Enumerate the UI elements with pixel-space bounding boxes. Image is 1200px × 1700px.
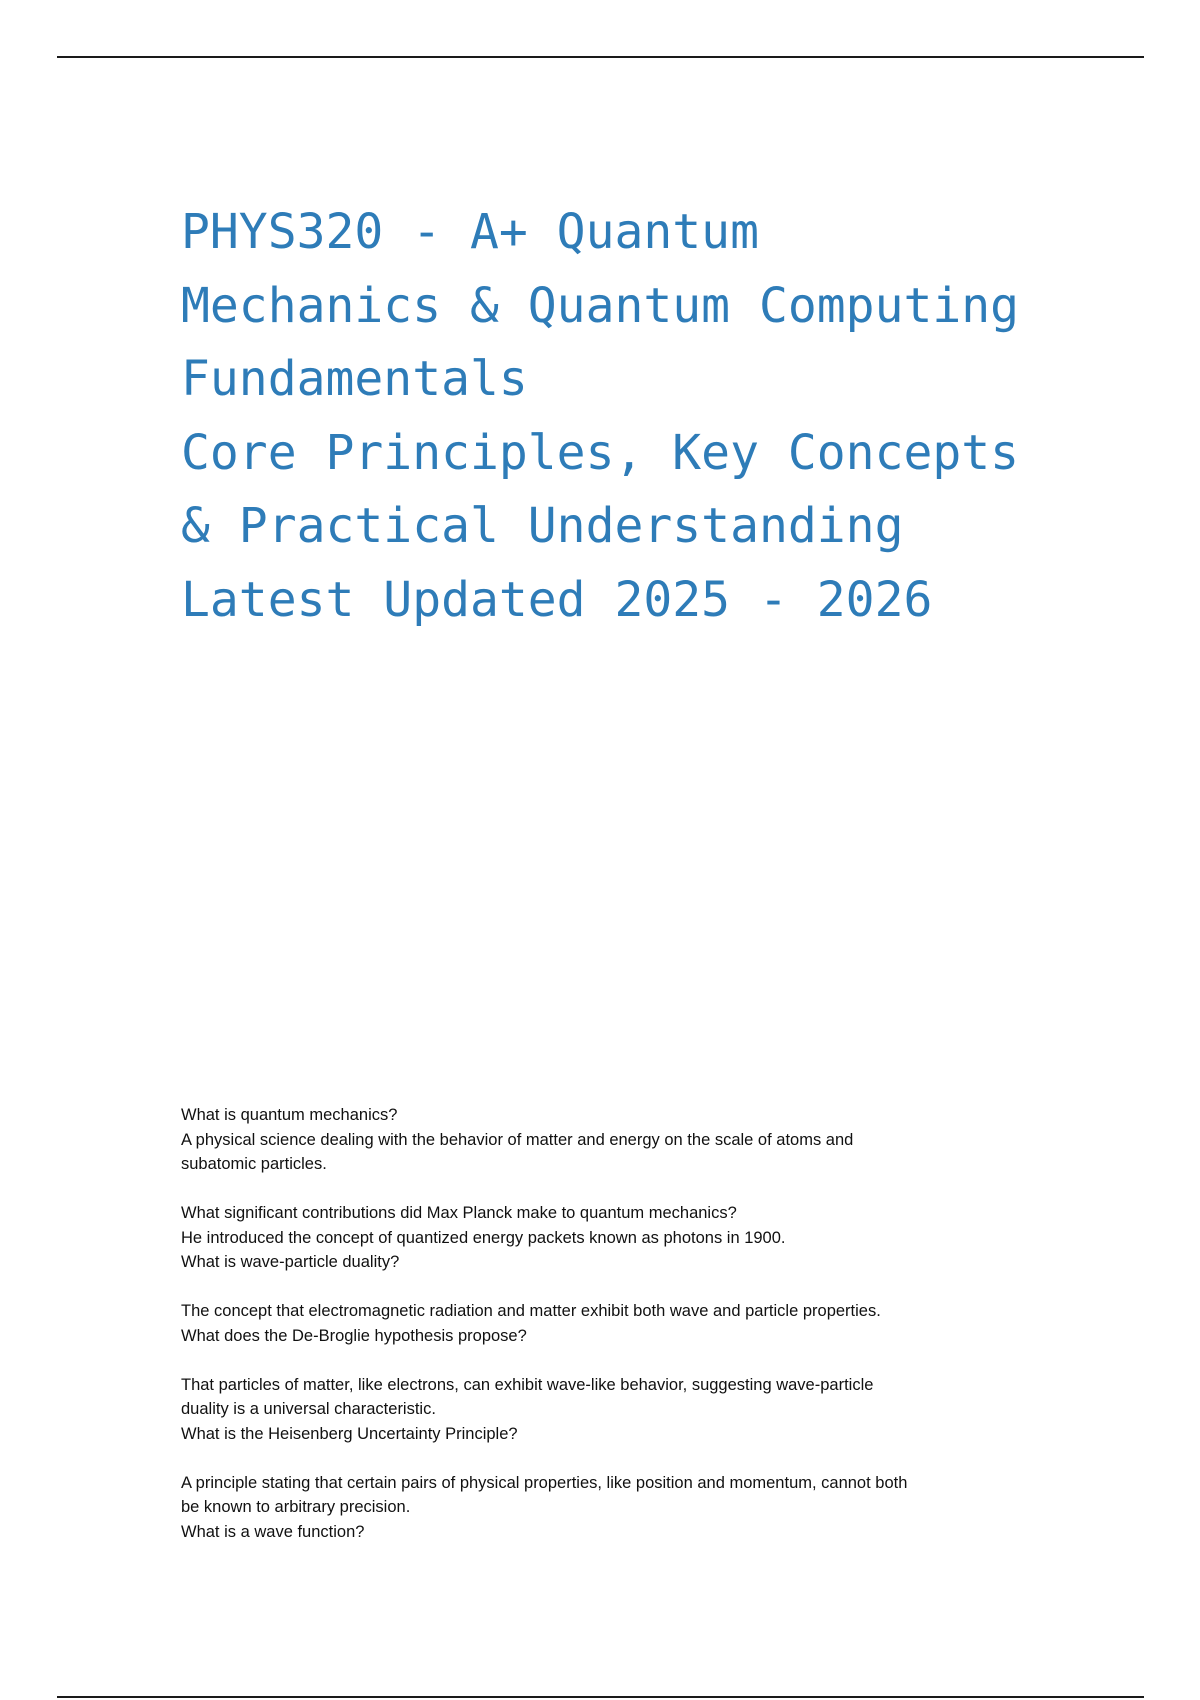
- answer-text: be known to arbitrary precision.: [181, 1498, 411, 1516]
- title-line: & Practical Understanding: [181, 498, 904, 554]
- paragraph-gap: [181, 1275, 1031, 1300]
- answer-text: A principle stating that certain pairs of physical properties, like position and momentum, cannot both: [181, 1473, 908, 1492]
- title-line: PHYS320 - A+ Quantum: [181, 204, 759, 260]
- question-text: What significant contributions did Max Planck make to quantum mechanics?: [181, 1204, 737, 1222]
- footer-rule: [57, 1696, 1144, 1698]
- header-rule: [57, 56, 1144, 58]
- answer-text: The concept that electromagnetic radiation and matter exhibit both wave and particle properties.: [181, 1302, 881, 1320]
- question-text: What does the De-Broglie hypothesis propose?: [181, 1326, 527, 1345]
- paragraph-gap: [181, 1177, 1031, 1202]
- paragraph-gap: [181, 1348, 1031, 1373]
- question-text: What is wave-particle duality?: [181, 1253, 400, 1271]
- title-line: Fundamentals: [181, 351, 528, 407]
- title-line: Latest Updated 2025 - 2026: [181, 571, 933, 628]
- question-text: What is quantum mechanics?: [181, 1106, 398, 1124]
- answer-text: duality is a universal characteristic.: [181, 1400, 436, 1418]
- qa-body: [181, 1103, 1031, 1544]
- answer-text: He introduced the concept of quantized energy packets known as photons in 1900.: [181, 1228, 786, 1247]
- answer-text: subatomic particles.: [181, 1155, 327, 1173]
- question-text: What is the Heisenberg Uncertainty Principle?: [181, 1424, 518, 1443]
- title-line: Mechanics & Quantum Computing: [181, 277, 1020, 334]
- answer-text: A physical science dealing with the behavior of matter and energy on the scale of atoms and: [181, 1130, 854, 1149]
- answer-text: That particles of matter, like electrons, can exhibit wave-like behavior, suggesting wave-particle: [181, 1375, 874, 1394]
- paragraph-gap: [181, 1446, 1031, 1471]
- document-title: [181, 196, 1061, 637]
- question-text: What is a wave function?: [181, 1522, 365, 1541]
- title-line: Core Principles, Key Concepts: [181, 424, 1020, 481]
